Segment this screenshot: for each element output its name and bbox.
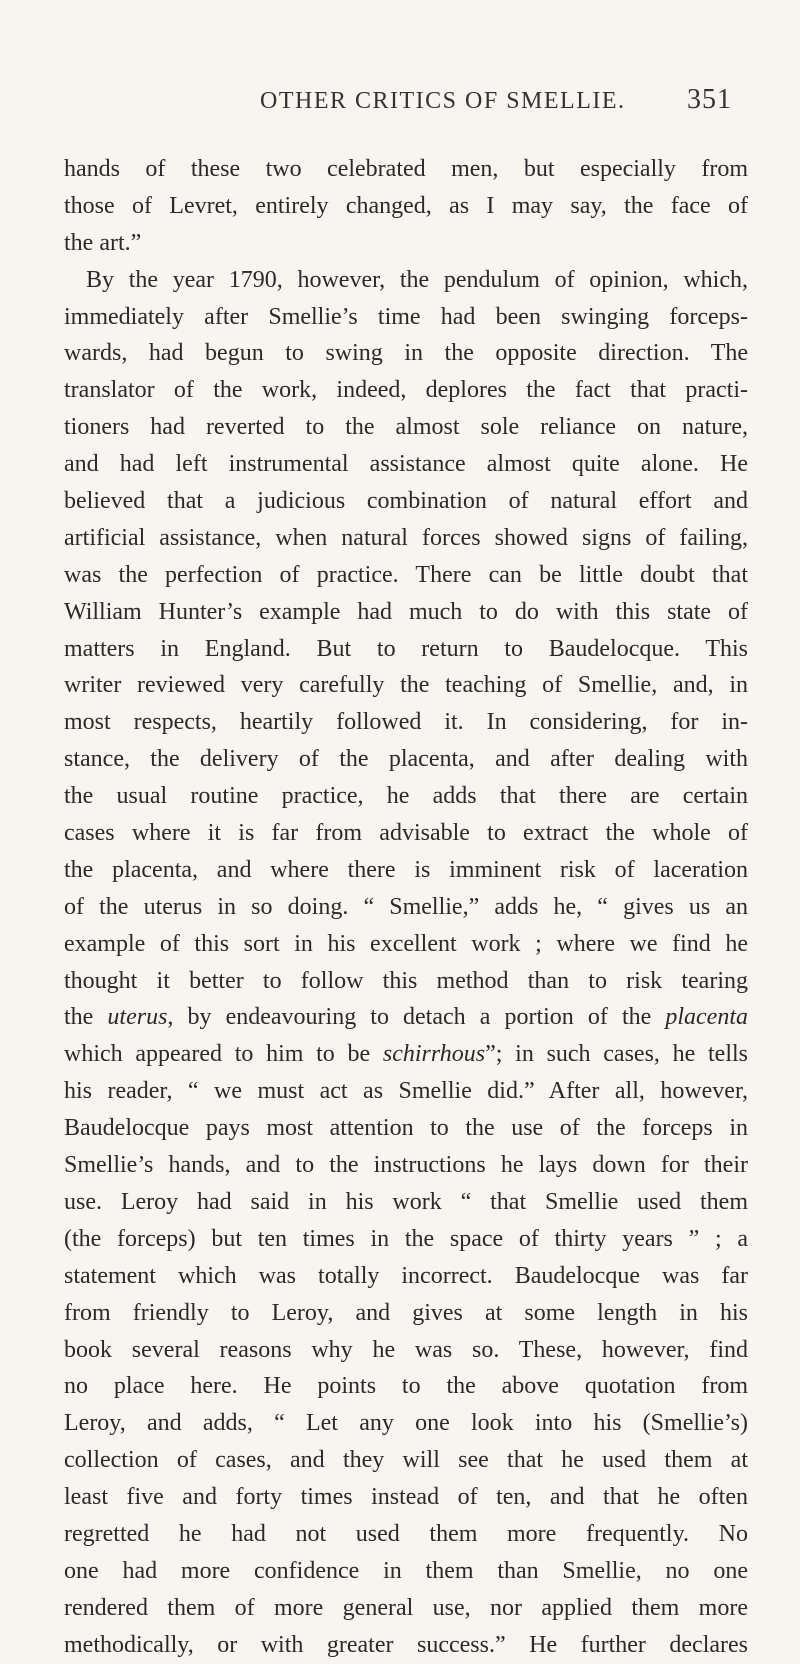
- text-segment: believed that a judicious combination of natural effort and: [64, 488, 748, 515]
- text-segment: ”; in such cases, he tells: [485, 1041, 748, 1068]
- text-segment: book several reasons why he was so. These, however, find: [64, 1336, 748, 1363]
- text-line: [64, 483, 748, 520]
- text-segment: thought it better to follow this method than to risk tearing: [64, 967, 748, 994]
- text-line: [64, 1258, 748, 1295]
- text-segment: hands of these two celebrated men, but especially from: [64, 156, 748, 182]
- text-line: [64, 852, 748, 889]
- text-segment: most respects, heartily followed it. In considering, for in-: [64, 709, 748, 736]
- text-segment: By the year 1790, however, the pendulum of opinion, which,: [86, 266, 748, 293]
- italic-text: placenta: [665, 1004, 748, 1031]
- text-segment: the: [64, 1004, 108, 1031]
- text-line: [64, 1553, 748, 1590]
- text-line: [64, 631, 748, 668]
- text-segment: one had more confidence in them than Smellie, no one: [64, 1557, 748, 1584]
- text-segment: William Hunter’s example had much to do with this state of: [64, 598, 748, 625]
- text-line: [64, 225, 748, 262]
- text-segment: no place here. He points to the above quotation from: [64, 1373, 748, 1400]
- text-line: [64, 594, 748, 631]
- text-line: [64, 151, 748, 188]
- text-segment: example of this sort in his excellent work ; where we find he: [64, 930, 748, 957]
- text-segment: Leroy, and adds, “ Let any one look into his (Smellie’s): [64, 1410, 748, 1437]
- running-title: OTHER CRITICS OF SMELLIE.: [260, 88, 626, 114]
- text-segment: of the uterus in so doing. “ Smellie,” adds he, “ gives us an: [64, 893, 748, 920]
- text-segment: immediately after Smellie’s time had been swinging forceps-: [64, 303, 748, 330]
- text-line: [64, 446, 748, 483]
- text-line: [64, 299, 748, 336]
- text-line: [64, 1590, 748, 1627]
- text-line: [64, 778, 748, 815]
- text-line: [64, 1295, 748, 1332]
- text-segment: least five and forty times instead of ten, and that he often: [64, 1484, 748, 1511]
- body-text: [64, 151, 748, 1664]
- text-segment: statement which was totally incorrect. Baudelocque was far: [64, 1262, 748, 1289]
- text-segment: the usual routine practice, he adds that there are certain: [64, 783, 748, 810]
- text-line: [64, 1332, 748, 1369]
- text-segment: writer reviewed very carefully the teaching of Smellie, and, in: [64, 672, 748, 699]
- text-segment: matters in England. But to return to Baudelocque. This: [64, 635, 748, 662]
- text-line: [64, 1627, 748, 1664]
- text-segment: rendered them of more general use, nor applied them more: [64, 1594, 748, 1621]
- text-line: [64, 926, 748, 963]
- text-segment: his reader, “ we must act as Smellie did.” After all, however,: [64, 1078, 748, 1105]
- text-line: [64, 1073, 748, 1110]
- text-line: [64, 1516, 748, 1553]
- text-segment: , by endeavouring to detach a portion of the: [167, 1004, 666, 1031]
- text-segment: methodically, or with greater success.” He further declares: [64, 1631, 748, 1658]
- text-segment: was the perfection of practice. There can be little doubt that: [64, 561, 748, 588]
- text-segment: artificial assistance, when natural forces showed signs of failing,: [64, 524, 748, 551]
- text-line: [64, 557, 748, 594]
- text-line: [64, 262, 748, 299]
- italic-text: uterus: [107, 1004, 168, 1031]
- page-number: 351: [687, 84, 732, 115]
- text-line: [64, 1442, 748, 1479]
- text-line: [64, 1221, 748, 1258]
- text-line: [64, 889, 748, 926]
- text-segment: use. Leroy had said in his work “ that Smellie used them: [64, 1188, 748, 1215]
- text-segment: collection of cases, and they will see that he used them at: [64, 1447, 748, 1474]
- text-segment: from friendly to Leroy, and gives at some length in his: [64, 1299, 748, 1326]
- text-segment: (the forceps) but ten times in the space of thirty years ” ; a: [64, 1225, 748, 1252]
- text-segment: stance, the delivery of the placenta, and after dealing with: [64, 746, 748, 773]
- text-line: [64, 963, 748, 1000]
- text-segment: Baudelocque pays most attention to the use of the forceps in: [64, 1115, 748, 1142]
- text-line: [64, 1368, 748, 1405]
- text-line: [64, 1184, 748, 1221]
- text-segment: translator of the work, indeed, deplores the fact that practi-: [64, 377, 748, 404]
- running-head: [260, 84, 740, 124]
- text-line: [64, 1110, 748, 1147]
- text-segment: cases where it is far from advisable to extract the whole of: [64, 820, 748, 847]
- text-segment: the art.”: [64, 229, 142, 256]
- text-line: [64, 1147, 748, 1184]
- text-segment: wards, had begun to swing in the opposite direction. The: [64, 340, 748, 367]
- italic-text: schirrhous: [382, 1041, 486, 1068]
- text-segment: those of Levret, entirely changed, as I may say, the face of: [64, 192, 748, 219]
- text-segment: which appeared to him to be: [64, 1041, 383, 1068]
- text-line: [64, 1405, 748, 1442]
- text-line: [64, 1479, 748, 1516]
- text-segment: regretted he had not used them more frequently. No: [64, 1520, 748, 1547]
- text-line: [64, 1036, 748, 1073]
- text-line: [64, 335, 748, 372]
- text-line: [64, 372, 748, 409]
- text-line: [64, 999, 748, 1036]
- text-line: [64, 409, 748, 446]
- text-line: [64, 741, 748, 778]
- text-segment: and had left instrumental assistance almost quite alone. He: [64, 451, 748, 478]
- text-segment: Smellie’s hands, and to the instructions he lays down for their: [64, 1152, 748, 1179]
- text-line: [64, 520, 748, 557]
- text-line: [64, 667, 748, 704]
- text-segment: the placenta, and where there is imminent risk of laceration: [64, 856, 748, 883]
- text-line: [64, 815, 748, 852]
- text-segment: tioners had reverted to the almost sole reliance on nature,: [64, 414, 748, 441]
- text-line: [64, 704, 748, 741]
- text-line: [64, 188, 748, 225]
